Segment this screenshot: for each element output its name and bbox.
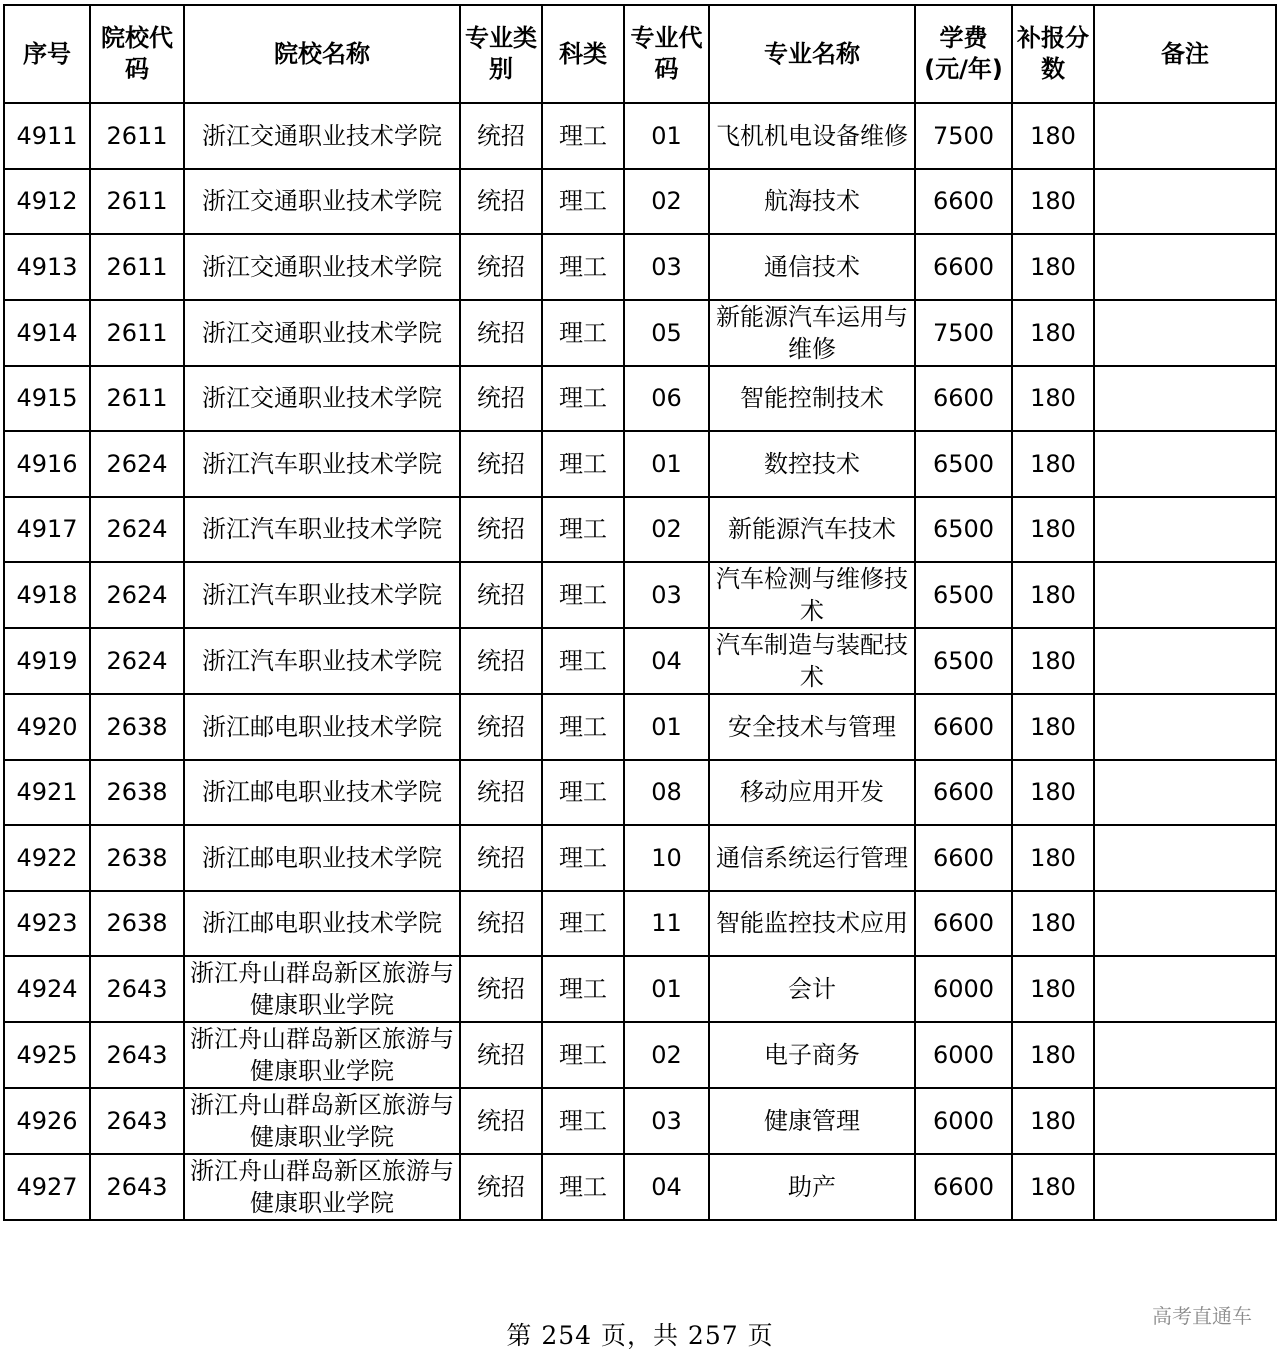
table-cell: 统招 [460, 431, 542, 497]
table-cell: 2624 [90, 431, 184, 497]
column-header: 补报分数 [1012, 5, 1094, 103]
table-cell: 180 [1012, 169, 1094, 235]
table-cell: 统招 [460, 694, 542, 760]
table-cell: 4920 [4, 694, 90, 760]
table-cell: 2611 [90, 103, 184, 169]
table-cell: 180 [1012, 694, 1094, 760]
table-cell: 理工 [542, 694, 624, 760]
table-cell: 6600 [915, 366, 1012, 432]
table-cell: 02 [624, 497, 709, 563]
table-cell: 浙江交通职业技术学院 [184, 103, 460, 169]
table-cell: 汽车制造与装配技术 [709, 628, 915, 694]
table-cell: 7500 [915, 300, 1012, 366]
column-header: 序号 [4, 5, 90, 103]
table-cell: 浙江汽车职业技术学院 [184, 497, 460, 563]
table-cell: 4919 [4, 628, 90, 694]
table-cell: 180 [1012, 300, 1094, 366]
table-cell: 4924 [4, 956, 90, 1022]
table-cell: 2638 [90, 760, 184, 826]
table-cell: 6600 [915, 234, 1012, 300]
table-cell: 180 [1012, 366, 1094, 432]
table-cell: 4918 [4, 562, 90, 628]
header-row [4, 5, 1276, 103]
table-row [4, 825, 1276, 891]
table-row [4, 760, 1276, 826]
table-cell: 理工 [542, 825, 624, 891]
table-cell: 浙江交通职业技术学院 [184, 366, 460, 432]
table-cell [1094, 300, 1276, 366]
table-cell: 安全技术与管理 [709, 694, 915, 760]
table-cell: 理工 [542, 1088, 624, 1154]
table-cell: 理工 [542, 760, 624, 826]
table-cell: 4921 [4, 760, 90, 826]
table-cell: 2611 [90, 169, 184, 235]
table-cell: 统招 [460, 234, 542, 300]
table-cell: 浙江舟山群岛新区旅游与健康职业学院 [184, 956, 460, 1022]
table-cell: 2611 [90, 366, 184, 432]
table-cell: 180 [1012, 628, 1094, 694]
table-cell: 浙江汽车职业技术学院 [184, 628, 460, 694]
table-cell: 180 [1012, 956, 1094, 1022]
table-cell: 浙江交通职业技术学院 [184, 300, 460, 366]
table-cell: 数控技术 [709, 431, 915, 497]
table-cell: 理工 [542, 1022, 624, 1088]
table-cell: 浙江汽车职业技术学院 [184, 431, 460, 497]
table-row [4, 562, 1276, 628]
table-cell: 04 [624, 1154, 709, 1220]
table-cell: 6500 [915, 431, 1012, 497]
table-cell: 2643 [90, 1154, 184, 1220]
table-cell: 01 [624, 956, 709, 1022]
table-row [4, 366, 1276, 432]
table-cell: 移动应用开发 [709, 760, 915, 826]
table-row [4, 497, 1276, 563]
column-header: 专业类别 [460, 5, 542, 103]
table-cell [1094, 694, 1276, 760]
table-cell: 03 [624, 234, 709, 300]
table-cell [1094, 234, 1276, 300]
table-cell [1094, 1022, 1276, 1088]
table-cell: 会计 [709, 956, 915, 1022]
table-cell: 05 [624, 300, 709, 366]
table-body [4, 103, 1276, 1220]
table-cell: 01 [624, 103, 709, 169]
table-cell: 统招 [460, 628, 542, 694]
table-cell [1094, 825, 1276, 891]
table-cell: 02 [624, 169, 709, 235]
table-cell: 4916 [4, 431, 90, 497]
table-cell [1094, 103, 1276, 169]
table-cell: 理工 [542, 366, 624, 432]
table-cell: 统招 [460, 300, 542, 366]
table-cell: 6600 [915, 694, 1012, 760]
table-cell: 飞机机电设备维修 [709, 103, 915, 169]
table-cell: 06 [624, 366, 709, 432]
table-cell [1094, 956, 1276, 1022]
table-cell: 统招 [460, 103, 542, 169]
table-cell: 4922 [4, 825, 90, 891]
table-cell: 智能监控技术应用 [709, 891, 915, 957]
table-cell: 理工 [542, 628, 624, 694]
table-cell: 2638 [90, 825, 184, 891]
table-cell: 2643 [90, 1022, 184, 1088]
table-cell: 统招 [460, 891, 542, 957]
table-cell: 浙江邮电职业技术学院 [184, 694, 460, 760]
table-row [4, 694, 1276, 760]
table-cell: 浙江交通职业技术学院 [184, 234, 460, 300]
table-cell: 2624 [90, 628, 184, 694]
table-cell: 理工 [542, 234, 624, 300]
table-cell: 统招 [460, 956, 542, 1022]
table-cell: 理工 [542, 103, 624, 169]
table-row [4, 169, 1276, 235]
table-cell [1094, 1088, 1276, 1154]
table-cell: 4925 [4, 1022, 90, 1088]
table-cell: 4927 [4, 1154, 90, 1220]
table-cell: 6600 [915, 1154, 1012, 1220]
column-header: 专业名称 [709, 5, 915, 103]
page-footer: 第 254 页，共 257 页 [506, 1321, 774, 1350]
table-cell [1094, 891, 1276, 957]
column-header: 院校名称 [184, 5, 460, 103]
table-cell: 2624 [90, 497, 184, 563]
table-cell: 180 [1012, 891, 1094, 957]
table-cell: 4926 [4, 1088, 90, 1154]
table-cell: 4911 [4, 103, 90, 169]
table-header [4, 5, 1276, 103]
table-row [4, 1154, 1276, 1220]
table-cell: 2624 [90, 562, 184, 628]
table-cell: 通信系统运行管理 [709, 825, 915, 891]
table-cell: 2638 [90, 694, 184, 760]
table-cell: 统招 [460, 366, 542, 432]
table-row [4, 891, 1276, 957]
table-cell: 03 [624, 562, 709, 628]
table-cell: 浙江汽车职业技术学院 [184, 562, 460, 628]
table-cell: 6600 [915, 825, 1012, 891]
table-cell: 浙江交通职业技术学院 [184, 169, 460, 235]
column-header: 科类 [542, 5, 624, 103]
table-cell: 4913 [4, 234, 90, 300]
table-cell: 统招 [460, 825, 542, 891]
table-cell: 180 [1012, 562, 1094, 628]
table-cell: 浙江邮电职业技术学院 [184, 825, 460, 891]
table-row [4, 234, 1276, 300]
table-cell: 助产 [709, 1154, 915, 1220]
table-cell [1094, 628, 1276, 694]
table-cell: 2638 [90, 891, 184, 957]
table-cell: 理工 [542, 891, 624, 957]
table-cell: 理工 [542, 169, 624, 235]
table-cell: 04 [624, 628, 709, 694]
table-cell: 理工 [542, 562, 624, 628]
table-row [4, 300, 1276, 366]
column-header: 院校代码 [90, 5, 184, 103]
table-cell: 6500 [915, 562, 1012, 628]
table-row [4, 431, 1276, 497]
table-cell: 4923 [4, 891, 90, 957]
table-cell: 统招 [460, 1154, 542, 1220]
table-cell: 180 [1012, 431, 1094, 497]
table-cell: 6500 [915, 628, 1012, 694]
table-cell: 理工 [542, 300, 624, 366]
table-cell: 浙江邮电职业技术学院 [184, 891, 460, 957]
table-cell: 4917 [4, 497, 90, 563]
table-cell: 统招 [460, 1088, 542, 1154]
column-header: 专业代码 [624, 5, 709, 103]
table-cell: 11 [624, 891, 709, 957]
table-cell: 4914 [4, 300, 90, 366]
table-cell: 6000 [915, 956, 1012, 1022]
table-cell: 4912 [4, 169, 90, 235]
table-cell: 浙江舟山群岛新区旅游与健康职业学院 [184, 1088, 460, 1154]
table-cell: 电子商务 [709, 1022, 915, 1088]
table-cell: 浙江舟山群岛新区旅游与健康职业学院 [184, 1022, 460, 1088]
table-cell: 理工 [542, 956, 624, 1022]
table-row [4, 103, 1276, 169]
table-cell: 浙江邮电职业技术学院 [184, 760, 460, 826]
table-cell: 智能控制技术 [709, 366, 915, 432]
table-cell: 180 [1012, 1088, 1094, 1154]
table-cell: 01 [624, 431, 709, 497]
table-cell: 6600 [915, 169, 1012, 235]
table-cell: 6600 [915, 891, 1012, 957]
table-cell: 统招 [460, 760, 542, 826]
table-cell: 180 [1012, 103, 1094, 169]
table-cell [1094, 366, 1276, 432]
table-cell: 统招 [460, 497, 542, 563]
table-cell: 理工 [542, 431, 624, 497]
table-row [4, 956, 1276, 1022]
table-cell: 7500 [915, 103, 1012, 169]
table-cell: 03 [624, 1088, 709, 1154]
table-cell: 10 [624, 825, 709, 891]
table-cell: 6600 [915, 760, 1012, 826]
table-cell: 180 [1012, 497, 1094, 563]
table-cell: 理工 [542, 497, 624, 563]
column-header: 备注 [1094, 5, 1276, 103]
table-cell: 2643 [90, 956, 184, 1022]
table-row [4, 1088, 1276, 1154]
table-cell: 180 [1012, 1022, 1094, 1088]
table-row [4, 1022, 1276, 1088]
table-cell [1094, 431, 1276, 497]
table-cell: 理工 [542, 1154, 624, 1220]
table-cell: 180 [1012, 234, 1094, 300]
table-cell [1094, 169, 1276, 235]
watermark-text: 高考直通车 [1152, 1304, 1252, 1328]
table-cell: 4915 [4, 366, 90, 432]
table-cell: 2611 [90, 234, 184, 300]
table-cell: 汽车检测与维修技术 [709, 562, 915, 628]
table-cell: 通信技术 [709, 234, 915, 300]
table-row [4, 628, 1276, 694]
table-cell: 180 [1012, 760, 1094, 826]
table-cell: 航海技术 [709, 169, 915, 235]
admission-table [3, 4, 1277, 1221]
table-cell [1094, 760, 1276, 826]
table-cell [1094, 1154, 1276, 1220]
table-cell: 2643 [90, 1088, 184, 1154]
table-cell [1094, 497, 1276, 563]
table-cell: 6000 [915, 1088, 1012, 1154]
table-cell: 统招 [460, 562, 542, 628]
table-cell: 6000 [915, 1022, 1012, 1088]
table-cell: 180 [1012, 1154, 1094, 1220]
table-cell: 180 [1012, 825, 1094, 891]
table-cell: 6500 [915, 497, 1012, 563]
table-cell: 浙江舟山群岛新区旅游与健康职业学院 [184, 1154, 460, 1220]
table-cell: 2611 [90, 300, 184, 366]
table-cell: 统招 [460, 1022, 542, 1088]
table-cell: 新能源汽车技术 [709, 497, 915, 563]
column-header: 学费(元/年) [915, 5, 1012, 103]
table-cell: 08 [624, 760, 709, 826]
table-cell: 02 [624, 1022, 709, 1088]
table-cell: 新能源汽车运用与维修 [709, 300, 915, 366]
table-cell [1094, 562, 1276, 628]
table-cell: 统招 [460, 169, 542, 235]
table-cell: 健康管理 [709, 1088, 915, 1154]
table-cell: 01 [624, 694, 709, 760]
